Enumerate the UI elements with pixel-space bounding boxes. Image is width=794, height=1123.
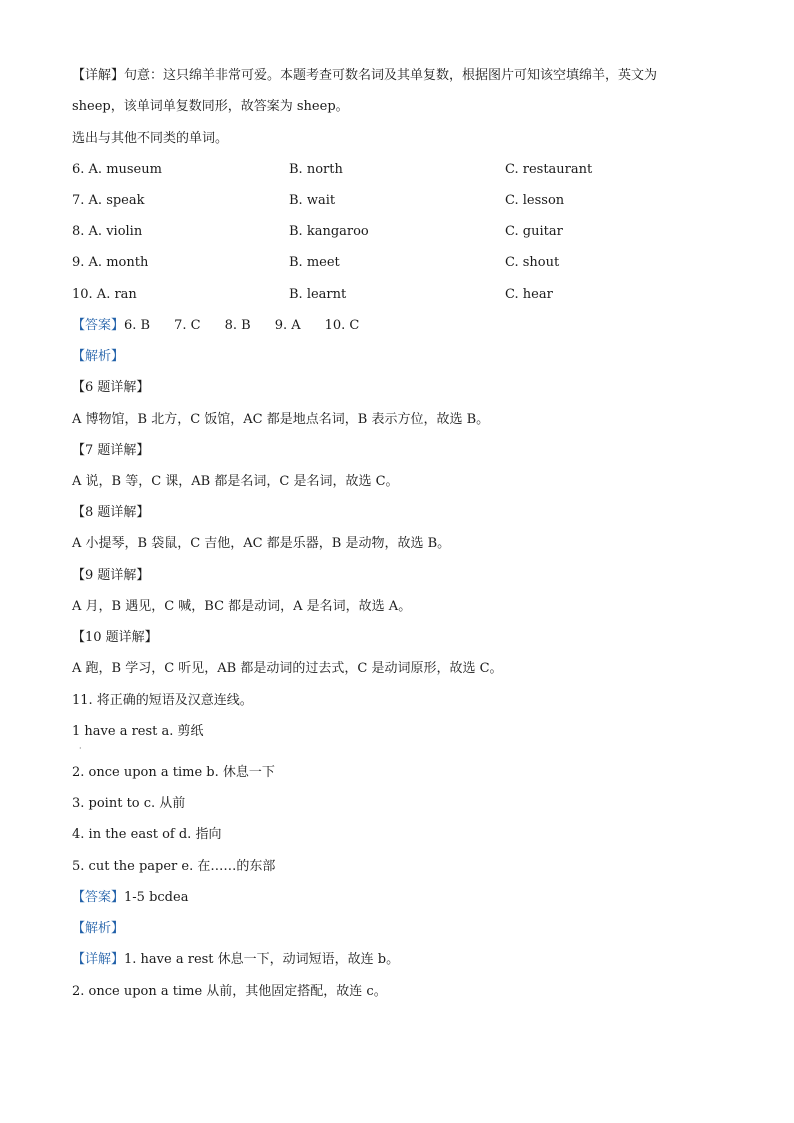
- option-c: C. restaurant: [505, 162, 593, 177]
- detail-6-title: 【6 题详解】: [72, 380, 150, 395]
- option-a: 8. A. violin: [72, 224, 143, 239]
- question-11-title: 11. 将正确的短语及汉意连线。: [72, 693, 253, 708]
- option-c: C. hear: [505, 287, 553, 302]
- detail-8-title: 【8 题详解】: [72, 505, 150, 520]
- detail-line-1: [72, 951, 399, 969]
- option-c: C. lesson: [505, 193, 565, 208]
- option-b: B. kangaroo: [289, 224, 369, 239]
- answer-value: 1-5 bcdea: [124, 890, 189, 905]
- detail-10-text: A 跑，B 学习，C 听见，AB 都是动词的过去式，C 是动词原形，故选 C。: [72, 661, 503, 676]
- intro-line-2: sheep，该单词单复数同形，故答案为 sheep。: [72, 99, 349, 114]
- answer-item: 6. B: [124, 318, 151, 333]
- analysis-tag: 【解析】: [72, 349, 125, 364]
- answer-item: 9. A: [274, 318, 301, 333]
- option-c: C. guitar: [505, 224, 563, 239]
- option-b: B. learnt: [289, 287, 347, 302]
- option-c: C. shout: [505, 255, 560, 270]
- intro-line-1: 【详解】句意：这只绵羊非常可爱。本题考查可数名词及其单复数，根据图片可知该空填绵羊，英文为: [72, 68, 658, 83]
- detail-6-text: A 博物馆，B 北方，C 饭馆，AC 都是地点名词，B 表示方位，故选 B。: [72, 412, 490, 427]
- stray-mark: ·: [79, 744, 82, 753]
- detail-7-title: 【7 题详解】: [72, 443, 150, 458]
- pair-5: 5. cut the paper e. 在……的东部: [72, 859, 276, 874]
- pair-2: 2. once upon a time b. 休息一下: [72, 765, 275, 780]
- option-b: B. meet: [289, 255, 340, 270]
- pair-3: 3. point to c. 从前: [72, 796, 186, 811]
- option-a: 9. A. month: [72, 255, 149, 270]
- detail-9-text: A 月，B 遇见，C 喊，BC 都是动词，A 是名词，故选 A。: [72, 599, 412, 614]
- instruction: 选出与其他不同类的单词。: [72, 131, 229, 146]
- detail-8-text: A 小提琴，B 袋鼠，C 吉他，AC 都是乐器，B 是动物，故选 B。: [72, 536, 451, 551]
- answer-item: 10. C: [324, 318, 360, 333]
- detail-7-text: A 说，B 等，C 课，AB 都是名词，C 是名词，故选 C。: [72, 474, 399, 489]
- detail-text: 1. have a rest 休息一下，动词短语，故连 b。: [124, 952, 400, 967]
- pair-4: 4. in the east of d. 指向: [72, 827, 222, 842]
- detail-tag: 【详解】: [72, 952, 125, 967]
- pair-1: 1 have a rest a. 剪纸: [72, 724, 204, 739]
- option-a: 10. A. ran: [72, 287, 137, 302]
- answer-tag: 【答案】: [72, 318, 125, 333]
- analysis-tag-2: 【解析】: [72, 921, 125, 936]
- answer-line-1: [72, 317, 383, 335]
- detail-9-title: 【9 题详解】: [72, 568, 150, 583]
- answer-tag: 【答案】: [72, 890, 125, 905]
- option-b: B. north: [289, 162, 343, 177]
- option-a: 6. A. museum: [72, 162, 162, 177]
- option-a: 7. A. speak: [72, 193, 145, 208]
- answer-item: 8. B: [224, 318, 251, 333]
- answer-line-2: [72, 889, 188, 907]
- detail-10-title: 【10 题详解】: [72, 630, 158, 645]
- answer-item: 7. C: [174, 318, 201, 333]
- detail-line-2: 2. once upon a time 从前，其他固定搭配，故连 c。: [72, 984, 387, 999]
- option-b: B. wait: [289, 193, 336, 208]
